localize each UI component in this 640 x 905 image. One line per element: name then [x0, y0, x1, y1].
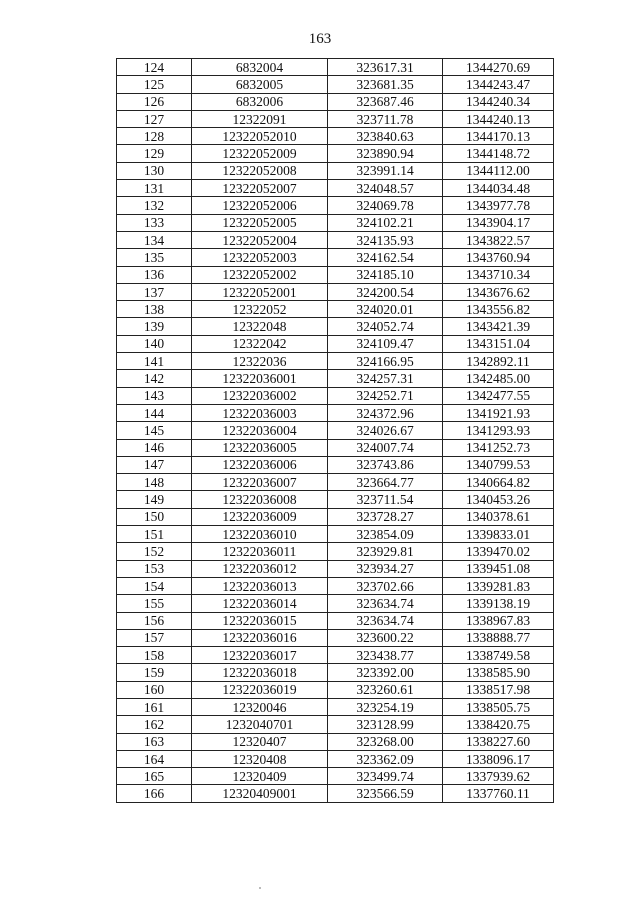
x-coordinate-cell: 323634.74	[328, 612, 443, 629]
point-number-cell: 125	[117, 76, 192, 93]
table-row	[117, 439, 554, 456]
y-coordinate-cell: 1343760.94	[443, 249, 554, 266]
point-id-cell: 12322052003	[192, 249, 328, 266]
table-row	[117, 612, 554, 629]
point-id-cell: 12322036016	[192, 629, 328, 646]
page-number: 163	[308, 31, 332, 47]
x-coordinate-cell: 323392.00	[328, 664, 443, 681]
y-coordinate-cell: 1338585.90	[443, 664, 554, 681]
point-id-cell: 1232040701	[192, 716, 328, 733]
table-row	[117, 491, 554, 508]
y-coordinate-cell: 1340378.61	[443, 508, 554, 525]
y-coordinate-cell: 1344148.72	[443, 145, 554, 162]
table-row	[117, 768, 554, 785]
table-row	[117, 76, 554, 93]
table-row	[117, 197, 554, 214]
point-number-cell: 160	[117, 681, 192, 698]
y-coordinate-cell: 1338227.60	[443, 733, 554, 750]
point-id-cell: 12322052	[192, 301, 328, 318]
y-coordinate-cell: 1338096.17	[443, 750, 554, 767]
table-row	[117, 664, 554, 681]
point-id-cell: 12322036001	[192, 370, 328, 387]
table-row	[117, 231, 554, 248]
point-number-cell: 127	[117, 110, 192, 127]
point-number-cell: 128	[117, 128, 192, 145]
x-coordinate-cell: 324048.57	[328, 180, 443, 197]
point-id-cell: 12322036015	[192, 612, 328, 629]
point-id-cell: 12322036007	[192, 474, 328, 491]
point-id-cell: 12322052007	[192, 180, 328, 197]
point-number-cell: 165	[117, 768, 192, 785]
point-id-cell: 12322091	[192, 110, 328, 127]
y-coordinate-cell: 1337939.62	[443, 768, 554, 785]
point-id-cell: 12322052005	[192, 214, 328, 231]
table-row	[117, 543, 554, 560]
table-row	[117, 180, 554, 197]
point-number-cell: 133	[117, 214, 192, 231]
table-row	[117, 577, 554, 594]
table-row	[117, 283, 554, 300]
point-number-cell: 157	[117, 629, 192, 646]
point-number-cell: 154	[117, 577, 192, 594]
coordinates-table	[116, 58, 554, 803]
x-coordinate-cell: 324102.21	[328, 214, 443, 231]
point-id-cell: 12322042	[192, 335, 328, 352]
x-coordinate-cell: 324257.31	[328, 370, 443, 387]
point-number-cell: 149	[117, 491, 192, 508]
point-id-cell: 12322036009	[192, 508, 328, 525]
y-coordinate-cell: 1340664.82	[443, 474, 554, 491]
table-row	[117, 93, 554, 110]
y-coordinate-cell: 1343151.04	[443, 335, 554, 352]
y-coordinate-cell: 1339470.02	[443, 543, 554, 560]
table-row	[117, 266, 554, 283]
y-coordinate-cell: 1344240.13	[443, 110, 554, 127]
point-id-cell: 12322036004	[192, 422, 328, 439]
point-id-cell: 12322036018	[192, 664, 328, 681]
point-number-cell: 124	[117, 59, 192, 76]
y-coordinate-cell: 1343676.62	[443, 283, 554, 300]
x-coordinate-cell: 324252.71	[328, 387, 443, 404]
point-id-cell: 12322052002	[192, 266, 328, 283]
table-row	[117, 508, 554, 525]
y-coordinate-cell: 1339138.19	[443, 595, 554, 612]
point-id-cell: 12322052009	[192, 145, 328, 162]
point-number-cell: 152	[117, 543, 192, 560]
x-coordinate-cell: 323711.54	[328, 491, 443, 508]
point-id-cell: 12322048	[192, 318, 328, 335]
point-number-cell: 134	[117, 231, 192, 248]
point-number-cell: 138	[117, 301, 192, 318]
table-row	[117, 128, 554, 145]
point-id-cell: 12322036014	[192, 595, 328, 612]
table-row	[117, 301, 554, 318]
x-coordinate-cell: 323934.27	[328, 560, 443, 577]
table-row	[117, 526, 554, 543]
point-id-cell: 12322036	[192, 353, 328, 370]
y-coordinate-cell: 1343904.17	[443, 214, 554, 231]
point-id-cell: 12322036008	[192, 491, 328, 508]
table-row	[117, 59, 554, 76]
x-coordinate-cell: 323743.86	[328, 456, 443, 473]
x-coordinate-cell: 323566.59	[328, 785, 443, 802]
y-coordinate-cell: 1343556.82	[443, 301, 554, 318]
y-coordinate-cell: 1344112.00	[443, 162, 554, 179]
y-coordinate-cell: 1337760.11	[443, 785, 554, 802]
x-coordinate-cell: 324007.74	[328, 439, 443, 456]
table-row	[117, 214, 554, 231]
y-coordinate-cell: 1344270.69	[443, 59, 554, 76]
point-number-cell: 129	[117, 145, 192, 162]
x-coordinate-cell: 323617.31	[328, 59, 443, 76]
point-id-cell: 12322036012	[192, 560, 328, 577]
table-row	[117, 629, 554, 646]
x-coordinate-cell: 323499.74	[328, 768, 443, 785]
x-coordinate-cell: 323634.74	[328, 595, 443, 612]
y-coordinate-cell: 1342892.11	[443, 353, 554, 370]
table-row	[117, 681, 554, 698]
table-row	[117, 456, 554, 473]
x-coordinate-cell: 323362.09	[328, 750, 443, 767]
x-coordinate-cell: 324166.95	[328, 353, 443, 370]
point-id-cell: 12322052006	[192, 197, 328, 214]
y-coordinate-cell: 1338420.75	[443, 716, 554, 733]
point-number-cell: 147	[117, 456, 192, 473]
y-coordinate-cell: 1344240.34	[443, 93, 554, 110]
point-number-cell: 135	[117, 249, 192, 266]
point-id-cell: 12322036017	[192, 647, 328, 664]
x-coordinate-cell: 324026.67	[328, 422, 443, 439]
point-number-cell: 148	[117, 474, 192, 491]
table-row	[117, 785, 554, 802]
point-number-cell: 130	[117, 162, 192, 179]
y-coordinate-cell: 1340453.26	[443, 491, 554, 508]
y-coordinate-cell: 1341293.93	[443, 422, 554, 439]
x-coordinate-cell: 323991.14	[328, 162, 443, 179]
y-coordinate-cell: 1344170.13	[443, 128, 554, 145]
x-coordinate-cell: 324052.74	[328, 318, 443, 335]
table-row	[117, 698, 554, 715]
x-coordinate-cell: 323438.77	[328, 647, 443, 664]
y-coordinate-cell: 1338888.77	[443, 629, 554, 646]
table-row	[117, 162, 554, 179]
y-coordinate-cell: 1339451.08	[443, 560, 554, 577]
point-id-cell: 12322036010	[192, 526, 328, 543]
point-number-cell: 159	[117, 664, 192, 681]
x-coordinate-cell: 323854.09	[328, 526, 443, 543]
table-row	[117, 404, 554, 421]
table-row	[117, 249, 554, 266]
table-row	[117, 716, 554, 733]
point-id-cell: 12320046	[192, 698, 328, 715]
scan-speck	[259, 887, 261, 889]
point-id-cell: 12322036013	[192, 577, 328, 594]
y-coordinate-cell: 1341921.93	[443, 404, 554, 421]
table-row	[117, 422, 554, 439]
point-number-cell: 141	[117, 353, 192, 370]
x-coordinate-cell: 323681.35	[328, 76, 443, 93]
x-coordinate-cell: 323890.94	[328, 145, 443, 162]
point-number-cell: 136	[117, 266, 192, 283]
point-number-cell: 146	[117, 439, 192, 456]
y-coordinate-cell: 1338505.75	[443, 698, 554, 715]
table-row	[117, 595, 554, 612]
y-coordinate-cell: 1343710.34	[443, 266, 554, 283]
x-coordinate-cell: 323929.81	[328, 543, 443, 560]
y-coordinate-cell: 1343421.39	[443, 318, 554, 335]
point-id-cell: 12322036005	[192, 439, 328, 456]
table-row	[117, 318, 554, 335]
x-coordinate-cell: 323728.27	[328, 508, 443, 525]
table-row	[117, 647, 554, 664]
point-id-cell: 12322052001	[192, 283, 328, 300]
x-coordinate-cell: 324162.54	[328, 249, 443, 266]
point-id-cell: 6832004	[192, 59, 328, 76]
x-coordinate-cell: 323711.78	[328, 110, 443, 127]
point-number-cell: 126	[117, 93, 192, 110]
point-number-cell: 143	[117, 387, 192, 404]
y-coordinate-cell: 1342485.00	[443, 370, 554, 387]
table-row	[117, 370, 554, 387]
point-id-cell: 12322052010	[192, 128, 328, 145]
point-number-cell: 163	[117, 733, 192, 750]
x-coordinate-cell: 324020.01	[328, 301, 443, 318]
point-id-cell: 12320408	[192, 750, 328, 767]
table-row	[117, 733, 554, 750]
point-number-cell: 158	[117, 647, 192, 664]
x-coordinate-cell: 323128.99	[328, 716, 443, 733]
x-coordinate-cell: 323664.77	[328, 474, 443, 491]
x-coordinate-cell: 323600.22	[328, 629, 443, 646]
point-id-cell: 6832005	[192, 76, 328, 93]
point-number-cell: 156	[117, 612, 192, 629]
point-number-cell: 166	[117, 785, 192, 802]
x-coordinate-cell: 324200.54	[328, 283, 443, 300]
point-number-cell: 145	[117, 422, 192, 439]
point-number-cell: 131	[117, 180, 192, 197]
y-coordinate-cell: 1343977.78	[443, 197, 554, 214]
point-number-cell: 142	[117, 370, 192, 387]
point-number-cell: 155	[117, 595, 192, 612]
point-number-cell: 151	[117, 526, 192, 543]
y-coordinate-cell: 1338749.58	[443, 647, 554, 664]
point-id-cell: 12322036006	[192, 456, 328, 473]
point-id-cell: 6832006	[192, 93, 328, 110]
x-coordinate-cell: 324109.47	[328, 335, 443, 352]
point-id-cell: 12322036002	[192, 387, 328, 404]
y-coordinate-cell: 1341252.73	[443, 439, 554, 456]
point-number-cell: 150	[117, 508, 192, 525]
y-coordinate-cell: 1344034.48	[443, 180, 554, 197]
x-coordinate-cell: 323254.19	[328, 698, 443, 715]
table-row	[117, 353, 554, 370]
point-id-cell: 12322052008	[192, 162, 328, 179]
point-id-cell: 12322036011	[192, 543, 328, 560]
point-number-cell: 137	[117, 283, 192, 300]
y-coordinate-cell: 1344243.47	[443, 76, 554, 93]
point-number-cell: 139	[117, 318, 192, 335]
y-coordinate-cell: 1340799.53	[443, 456, 554, 473]
point-number-cell: 144	[117, 404, 192, 421]
point-number-cell: 161	[117, 698, 192, 715]
point-number-cell: 132	[117, 197, 192, 214]
table-row	[117, 145, 554, 162]
table-row	[117, 335, 554, 352]
table-row	[117, 560, 554, 577]
table-row	[117, 750, 554, 767]
point-number-cell: 140	[117, 335, 192, 352]
table-row	[117, 110, 554, 127]
point-id-cell: 12320409	[192, 768, 328, 785]
x-coordinate-cell: 323702.66	[328, 577, 443, 594]
x-coordinate-cell: 324372.96	[328, 404, 443, 421]
y-coordinate-cell: 1338967.83	[443, 612, 554, 629]
point-id-cell: 12322036019	[192, 681, 328, 698]
coordinates-table-body	[117, 59, 554, 803]
x-coordinate-cell: 324135.93	[328, 231, 443, 248]
table-row	[117, 474, 554, 491]
point-number-cell: 164	[117, 750, 192, 767]
x-coordinate-cell: 323268.00	[328, 733, 443, 750]
table-row	[117, 387, 554, 404]
x-coordinate-cell: 323687.46	[328, 93, 443, 110]
y-coordinate-cell: 1339833.01	[443, 526, 554, 543]
point-id-cell: 12320409001	[192, 785, 328, 802]
y-coordinate-cell: 1338517.98	[443, 681, 554, 698]
y-coordinate-cell: 1339281.83	[443, 577, 554, 594]
x-coordinate-cell: 324069.78	[328, 197, 443, 214]
point-id-cell: 12320407	[192, 733, 328, 750]
x-coordinate-cell: 324185.10	[328, 266, 443, 283]
point-number-cell: 162	[117, 716, 192, 733]
point-number-cell: 153	[117, 560, 192, 577]
point-id-cell: 12322036003	[192, 404, 328, 421]
y-coordinate-cell: 1342477.55	[443, 387, 554, 404]
x-coordinate-cell: 323840.63	[328, 128, 443, 145]
point-id-cell: 12322052004	[192, 231, 328, 248]
x-coordinate-cell: 323260.61	[328, 681, 443, 698]
y-coordinate-cell: 1343822.57	[443, 231, 554, 248]
